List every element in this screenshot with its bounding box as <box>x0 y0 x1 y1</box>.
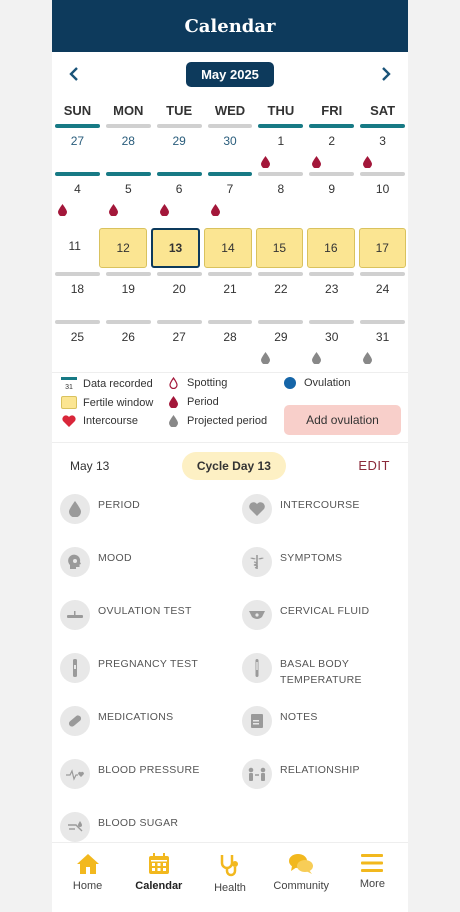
tracker-medications[interactable]: MEDICATIONS <box>60 706 242 738</box>
period-drop-icon <box>160 204 169 216</box>
projected-drop-icon <box>164 415 182 427</box>
thermometer-icon <box>242 653 272 683</box>
calendar-day[interactable]: 23 <box>306 272 357 320</box>
calendar-day[interactable]: 28 <box>103 124 154 172</box>
fertile-swatch-icon <box>60 396 78 409</box>
weekday-label: THU <box>267 102 295 118</box>
weekday-label: SUN <box>63 102 92 118</box>
calendar-day-selected[interactable]: 13 <box>151 228 200 268</box>
calendar-week <box>52 320 408 368</box>
calendar-week <box>52 124 408 172</box>
period-drop-icon <box>109 204 118 216</box>
legend-label: Data recorded <box>83 378 153 390</box>
notes-icon <box>242 706 272 736</box>
nav-health[interactable]: Health <box>194 843 265 912</box>
calendar-day[interactable]: 11 <box>68 239 81 253</box>
tracker-mood[interactable]: MOOD <box>60 547 242 579</box>
calendar-day[interactable]: 27 <box>52 124 103 172</box>
legend-label: Period <box>187 396 219 408</box>
next-month-button[interactable] <box>374 62 398 86</box>
ovulation-dot-icon <box>281 377 299 389</box>
period-drop-icon <box>363 156 372 168</box>
calendar-icon <box>148 853 170 875</box>
projected-period-drop-icon <box>261 352 270 364</box>
weekday-label: TUE <box>166 102 193 118</box>
home-icon <box>76 853 100 875</box>
calendar-day-fertile[interactable]: 16 <box>307 228 354 268</box>
calendar-day[interactable]: 20 <box>154 272 205 320</box>
chevron-right-icon <box>380 66 392 82</box>
legend-label: Spotting <box>187 377 228 389</box>
tracker-grid <box>52 488 408 844</box>
nav-community[interactable]: Community <box>266 843 337 912</box>
calendar-day[interactable]: 31 <box>357 320 408 368</box>
calendar-week <box>52 272 408 320</box>
calendar-day[interactable]: 1 <box>255 124 306 172</box>
legend-label: Projected period <box>187 415 268 427</box>
fluid-icon <box>242 600 272 630</box>
calendar-day[interactable]: 6 <box>154 172 205 220</box>
test-strip-icon <box>60 600 90 630</box>
edit-button[interactable]: EDIT <box>358 458 390 473</box>
calendar-day[interactable]: 29 <box>154 124 205 172</box>
calendar-day[interactable]: 8 <box>255 172 306 220</box>
tracker-intercourse[interactable]: INTERCOURSE <box>242 494 408 526</box>
selected-date: May 13 <box>70 458 110 473</box>
legend-spotting <box>164 377 227 389</box>
menu-icon <box>361 853 383 873</box>
add-ovulation-button[interactable]: Add ovulation <box>284 405 401 435</box>
prev-month-button[interactable] <box>62 62 86 86</box>
calendar-week <box>52 172 408 220</box>
weekday-label: FRI <box>321 102 343 118</box>
calendar-day[interactable]: 7 <box>205 172 256 220</box>
calendar-day[interactable]: 9 <box>306 172 357 220</box>
legend-intercourse <box>60 415 138 427</box>
calendar-day[interactable]: 27 <box>154 320 205 368</box>
period-drop-icon <box>261 156 270 168</box>
month-navigation <box>52 52 408 96</box>
calendar-day[interactable]: 21 <box>205 272 256 320</box>
calendar-day[interactable]: 24 <box>357 272 408 320</box>
calendar-day[interactable]: 25 <box>52 320 103 368</box>
projected-period-drop-icon <box>312 352 321 364</box>
legend-ovulation <box>281 377 350 389</box>
chat-bubbles-icon <box>288 853 314 875</box>
svg-text:31: 31 <box>65 384 73 391</box>
tracker-notes[interactable]: NOTES <box>242 706 408 738</box>
period-drop-icon <box>164 396 182 408</box>
calendar-day-fertile[interactable]: 15 <box>256 228 303 268</box>
tracker-basal-body-temperature[interactable]: BASAL BODY TEMPERATURE <box>242 653 408 685</box>
nav-home[interactable]: Home <box>52 843 123 912</box>
period-drop-icon <box>312 156 321 168</box>
heartbeat-icon <box>60 759 90 789</box>
legend-fertile-window <box>60 396 153 409</box>
calendar-day-fertile[interactable]: 14 <box>204 228 251 268</box>
heart-icon <box>242 494 272 524</box>
legend-data-recorded <box>60 377 153 391</box>
tracker-period[interactable]: PERIOD <box>60 494 242 526</box>
relationship-icon <box>242 759 272 789</box>
legend-label: Ovulation <box>304 377 351 389</box>
calendar-day[interactable]: 30 <box>205 124 256 172</box>
weekday-label: MON <box>113 102 144 118</box>
page-title: Calendar <box>52 0 408 52</box>
tracker-ovulation-test[interactable]: OVULATION TEST <box>60 600 242 632</box>
tracker-symptoms[interactable]: SYMPTOMS <box>242 547 408 579</box>
legend-label: Fertile window <box>83 396 154 409</box>
weekday-header <box>52 96 408 124</box>
cycle-day-badge: Cycle Day 13 <box>182 452 286 480</box>
period-drop-icon <box>58 204 67 216</box>
calendar-day[interactable]: 22 <box>255 272 306 320</box>
calendar-day[interactable]: 29 <box>255 320 306 368</box>
chevron-left-icon <box>68 66 80 82</box>
bottom-navigation <box>52 842 408 912</box>
calendar-week <box>52 220 408 272</box>
tracker-blood-pressure[interactable]: BLOOD PRESSURE <box>60 759 242 791</box>
pill-icon <box>60 706 90 736</box>
heart-icon <box>60 415 78 427</box>
calendar-day[interactable]: 19 <box>103 272 154 320</box>
calendar-day[interactable]: 3 <box>357 124 408 172</box>
calendar-day[interactable]: 5 <box>103 172 154 220</box>
tracker-blood-sugar[interactable]: BLOOD SUGAR <box>60 812 242 844</box>
legend-label: Intercourse <box>83 415 139 427</box>
legend-projected-period <box>164 415 267 427</box>
calendar-day[interactable]: 26 <box>103 320 154 368</box>
pregnancy-test-icon <box>60 653 90 683</box>
calendar-day[interactable]: 4 <box>52 172 103 220</box>
projected-period-drop-icon <box>363 352 372 364</box>
calendar-small-icon <box>60 377 78 391</box>
nav-more[interactable]: More <box>337 843 408 912</box>
stethoscope-icon <box>218 853 242 877</box>
tracker-relationship[interactable]: RELATIONSHIP <box>242 759 408 791</box>
calendar-day-fertile[interactable]: 17 <box>359 228 406 268</box>
period-drop-icon <box>211 204 220 216</box>
spotting-drop-icon <box>164 377 182 389</box>
app-screen <box>52 0 408 912</box>
nav-calendar[interactable]: Calendar <box>123 843 194 912</box>
head-icon <box>60 547 90 577</box>
calendar-day[interactable]: 2 <box>306 124 357 172</box>
drop-icon <box>60 494 90 524</box>
calendar-day[interactable]: 10 <box>357 172 408 220</box>
calendar-legend <box>52 372 408 438</box>
month-selector[interactable]: May 2025 <box>186 62 274 87</box>
legend-period <box>164 396 219 408</box>
tracker-cervical-fluid[interactable]: CERVICAL FLUID <box>242 600 408 632</box>
calendar-day[interactable]: 28 <box>205 320 256 368</box>
blood-sugar-icon <box>60 812 90 842</box>
caduceus-icon <box>242 547 272 577</box>
tracker-pregnancy-test[interactable]: PREGNANCY TEST <box>60 653 242 685</box>
cycle-day-row <box>52 442 408 488</box>
calendar-day[interactable]: 30 <box>306 320 357 368</box>
weekday-label: SAT <box>370 102 396 118</box>
calendar-day-fertile[interactable]: 12 <box>99 228 146 268</box>
calendar-day[interactable]: 18 <box>52 272 103 320</box>
weekday-label: WED <box>214 102 246 118</box>
